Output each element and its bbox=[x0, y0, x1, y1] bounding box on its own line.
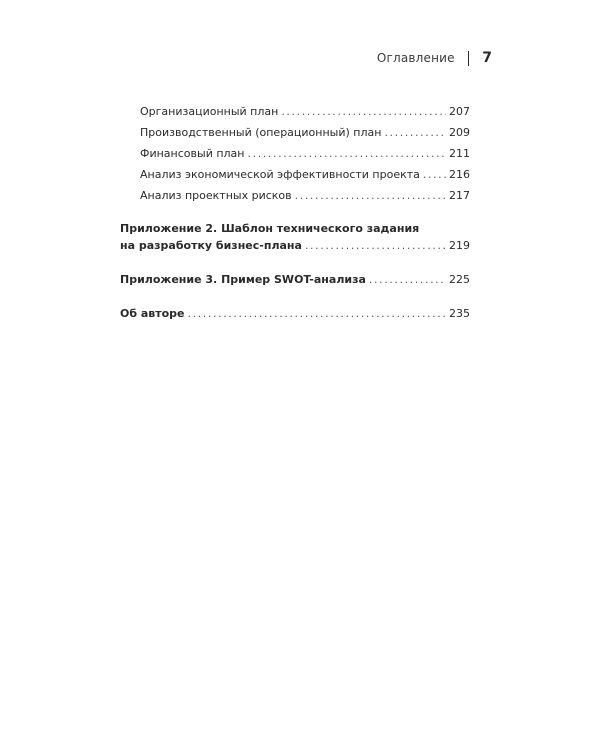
toc-entry-page: 235 bbox=[449, 307, 470, 320]
toc-entry-page: 211 bbox=[449, 147, 470, 160]
header-divider bbox=[468, 51, 470, 66]
toc-entry-title: Организационный план bbox=[140, 105, 279, 118]
dot-leader bbox=[281, 101, 446, 122]
toc-entry-title: Приложение 3. Пример SWOT-анализа bbox=[120, 273, 366, 286]
toc-entry-page: 225 bbox=[449, 273, 470, 286]
toc-entry-page: 216 bbox=[449, 168, 470, 181]
toc-entry-financial-plan[interactable] bbox=[120, 143, 470, 164]
toc-entry-title: Финансовый план bbox=[140, 147, 245, 160]
toc-entry-appendix-2[interactable] bbox=[120, 220, 470, 254]
dot-leader bbox=[384, 122, 446, 143]
page-number: 7 bbox=[482, 50, 492, 66]
toc-entry-project-risks[interactable] bbox=[120, 185, 470, 206]
toc-entry-appendix-3[interactable] bbox=[120, 271, 470, 288]
dot-leader bbox=[369, 271, 446, 288]
table-of-contents bbox=[120, 101, 470, 322]
dot-leader bbox=[248, 143, 447, 164]
dot-leader bbox=[295, 185, 446, 206]
toc-entry-page: 217 bbox=[449, 189, 470, 202]
toc-entry-title: Анализ проектных рисков bbox=[140, 189, 292, 202]
toc-entry-page: 219 bbox=[449, 239, 470, 252]
toc-entry-economic-efficiency[interactable] bbox=[120, 164, 470, 185]
dot-leader bbox=[188, 305, 446, 322]
toc-entry-organizational-plan[interactable] bbox=[120, 101, 470, 122]
toc-entry-title-line1: Приложение 2. Шаблон технического задания bbox=[120, 222, 420, 235]
toc-entry-title: Производственный (операционный) план bbox=[140, 126, 382, 139]
toc-entry-title-line2: на разработку бизнес-плана bbox=[120, 239, 302, 252]
toc-entry-production-plan[interactable] bbox=[120, 122, 470, 143]
toc-entry-title: Об авторе bbox=[120, 307, 185, 320]
running-header bbox=[377, 50, 492, 66]
running-header-section-title: Оглавление bbox=[376, 51, 455, 65]
dot-leader bbox=[305, 237, 446, 254]
toc-entry-page: 207 bbox=[449, 105, 470, 118]
dot-leader bbox=[423, 164, 446, 185]
toc-entry-title: Анализ экономической эффективности проекта bbox=[140, 168, 420, 181]
toc-entry-page: 209 bbox=[449, 126, 470, 139]
toc-entry-about-author[interactable] bbox=[120, 305, 470, 322]
